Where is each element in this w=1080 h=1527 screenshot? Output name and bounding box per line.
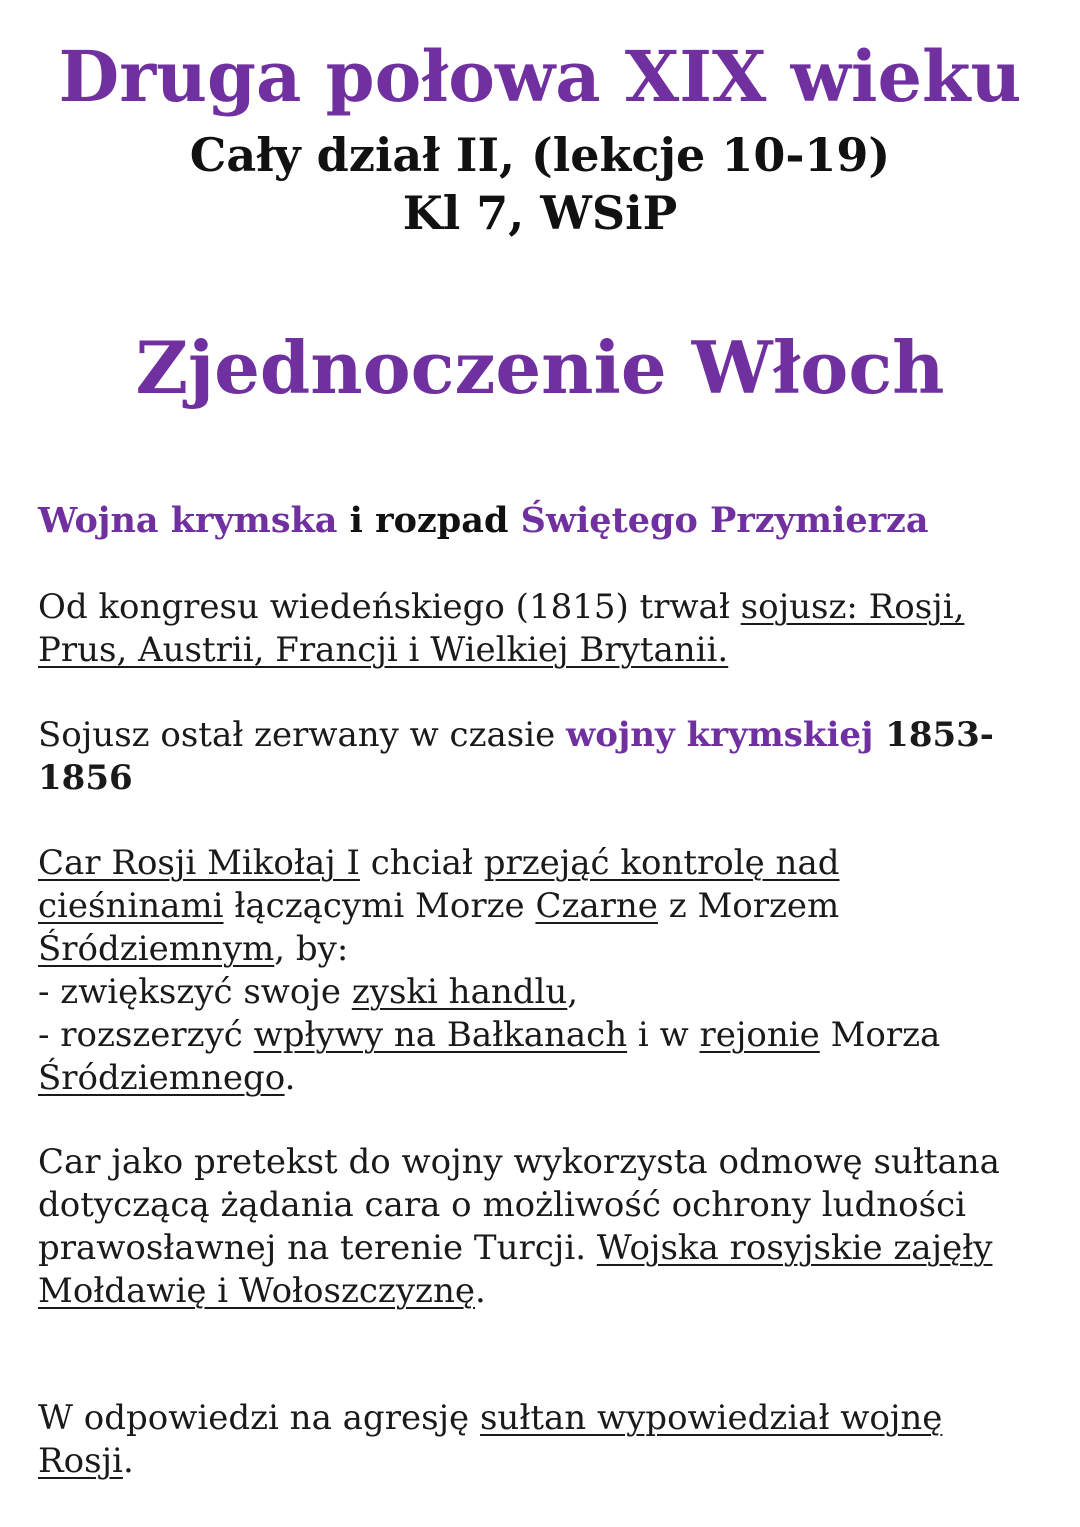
paragraph-line <box>38 928 1048 971</box>
text-span: Morza <box>819 1015 941 1055</box>
text-span: Od kongresu wiedeńskiego (1815) trwał <box>38 587 741 627</box>
paragraph-line <box>38 714 1048 757</box>
text-span: z Morzem <box>657 886 840 926</box>
paragraph-tsar-goals <box>38 842 1048 1100</box>
topic-heading-connector: i rozpad <box>337 500 521 541</box>
paragraph-line <box>38 1397 1048 1440</box>
text-span: , by: <box>274 929 349 969</box>
underlined-text: wpływy na Bałkanach <box>253 1015 628 1055</box>
text-span: , <box>567 972 579 1012</box>
underlined-text: Rosji <box>38 1441 123 1481</box>
underlined-text: rejonie <box>699 1015 820 1055</box>
paragraph-line <box>38 586 1048 629</box>
paragraph-line: dotyczącą żądania cara o możliwość ochrony ludności <box>38 1185 966 1225</box>
underlined-text: cieśninami <box>38 886 224 926</box>
underlined-text: Wojska rosyjskie zajęły <box>596 1228 993 1268</box>
text-span: Sojusz ostał zerwany w czasie <box>38 715 567 755</box>
paragraph-line <box>38 1270 1048 1313</box>
list-item <box>38 971 1048 1014</box>
paragraph-line <box>38 885 1048 928</box>
text-span: i w <box>627 1015 700 1055</box>
topic-heading-crimean-war: Wojna krymska <box>38 500 338 541</box>
text-span: - rozszerzyć <box>38 1015 254 1055</box>
text-span: chciał <box>359 843 484 883</box>
underlined-text: przejąć kontrolę nad <box>483 843 840 883</box>
text-span: - zwiększyć swoje <box>38 972 352 1012</box>
topic-heading <box>38 500 929 542</box>
underlined-text: Mołdawię i Wołoszczyznę <box>38 1271 475 1311</box>
underlined-text: zyski handlu <box>351 972 568 1012</box>
underlined-text: Czarne <box>535 886 658 926</box>
highlight-crimean-war: wojny krymskiej <box>566 715 874 755</box>
underlined-text: Śródziemnym <box>38 929 275 969</box>
date-end: 1856 <box>38 758 133 798</box>
text-span: . <box>475 1271 486 1311</box>
topic-heading-holy-alliance: Świętego Przymierza <box>520 500 929 541</box>
text-span: łączącymi Morze <box>223 886 536 926</box>
list-item <box>38 1014 1048 1057</box>
underlined-text: sojusz: Rosji, <box>740 587 965 627</box>
text-span: . <box>122 1441 134 1481</box>
section-title: Zjednoczenie Włoch <box>135 325 945 410</box>
document-subtitle-scope: Cały dział II, (lekcje 10-19) <box>189 128 891 182</box>
paragraph-line: Car jako pretekst do wojny wykorzysta odmowę sułtana <box>38 1142 1000 1182</box>
paragraph-alliance-broken <box>38 714 1048 800</box>
document-title: Druga połowa XIX wieku <box>58 35 1022 118</box>
text-span: . <box>284 1058 296 1098</box>
paragraph-line <box>38 842 1048 885</box>
paragraph-line <box>38 1227 1048 1270</box>
paragraph-line <box>38 629 1048 672</box>
paragraph-sultan-response <box>38 1397 1048 1483</box>
date-start: 1853- <box>873 715 994 755</box>
underlined-text: sułtan wypowiedział wojnę <box>479 1398 943 1438</box>
paragraph-pretext <box>38 1141 1048 1313</box>
underlined-text: Śródziemnego <box>38 1058 285 1098</box>
underlined-text: Prus, Austrii, Francji i Wielkiej Brytanii. <box>38 630 729 670</box>
paragraph-congress <box>38 586 1048 672</box>
paragraph-line <box>38 1057 1048 1100</box>
document-subtitle-class: Kl 7, WSiP <box>402 186 678 240</box>
text-span: prawosławnej na terenie Turcji. <box>38 1228 597 1268</box>
paragraph-line <box>38 1440 1048 1483</box>
underlined-text: Car Rosji Mikołaj I <box>38 843 360 883</box>
text-span: W odpowiedzi na agresję <box>38 1398 480 1438</box>
